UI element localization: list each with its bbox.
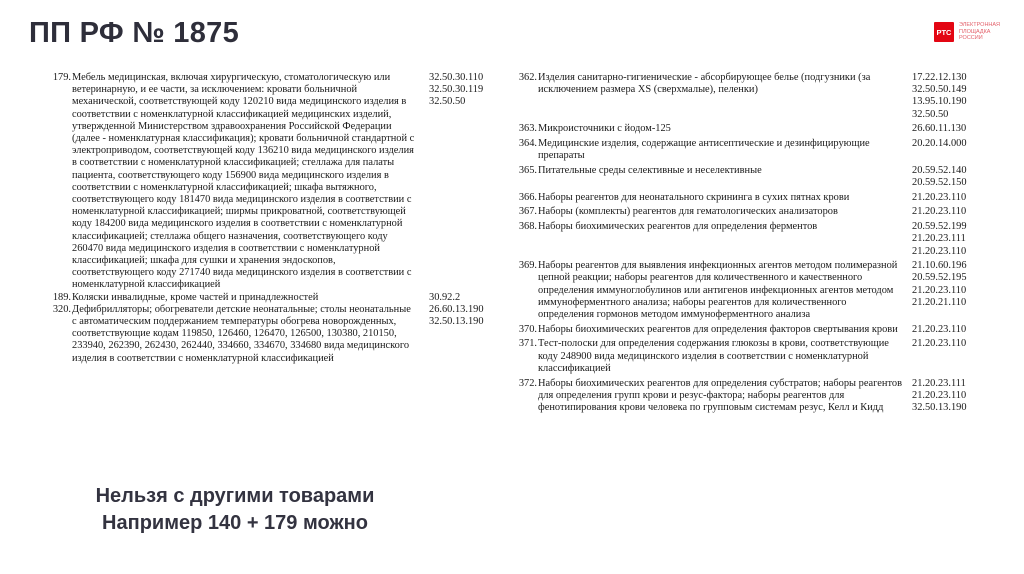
list-item: [510, 324, 980, 336]
item-description: Коляски инвалидные, кроме частей и принадлежностей: [72, 291, 319, 303]
item-codes: [904, 338, 966, 375]
item-description: Изделия санитарно-гигиенические - абсорбирующее белье (подгузники (за исключением размера XS (сверхмалые), пеленки): [538, 72, 871, 96]
list-item: [510, 192, 980, 204]
item-description: Тест-полоски для определения содержания глюкозы в крови, соответствующие коду 248900 вида медицинского изделия в соответствии с номенклатурной классификацией: [538, 338, 889, 374]
note-line-2: Например 140 + 179 можно: [102, 512, 368, 534]
okpd-code: 30.92.2: [429, 291, 461, 303]
item-codes: [417, 72, 483, 292]
item-number: 189.: [52, 291, 71, 303]
okpd-code: 21.20.23.110: [912, 284, 967, 296]
okpd-code: 32.50.50: [912, 108, 949, 120]
item-description: Мебель медицинская, включая хирургическую, стоматологическую или ветеринарную, и ее части, за исключением: кровати больничной механической, соответствующей коду 120210 вида медицинского изделия в соответствии с номенклатурной классификацией медицинских изделий, утвержденной Министерством здравоохранения Российской Федерации (далее - номенклатурная классификация); кровати больничной стандартной с электроприводом, соответствующей коду 136210 вида медицинского изделия в соответствии с номенклатурной классификацией; стеллажа для палаты пациента, соответствующего коду 156900 вида медицинского изделия в соответствии с номенклатурной классификацией; шкафа вытяжного, соответствующего коду 181470 вида медицинского изделия в соответствии с номенклатурной классификацией; ширмы прикроватной, соответствующей коду 184200 вида медицинского изделия в соответствии с номенклатурной классификацией; стеллажа общего назначения, соответствующего коду 260470 вида медицинского изделия в соответствии с номенклатурной классификацией; шкафа для сушки и хранения эндоскопов, соответствующего коду 271740 вида медицинского изделия в соответствии с номенклатурной классификацией: [72, 72, 415, 291]
item-codes: [904, 378, 967, 415]
okpd-code: 32.50.50.149: [912, 84, 967, 96]
item-number: 362.: [518, 72, 537, 83]
okpd-code: 20.59.52.199: [912, 221, 967, 233]
item-codes: [904, 221, 967, 258]
left-items-list: [45, 72, 505, 365]
note-text: [55, 483, 415, 537]
list-item: [510, 138, 980, 162]
okpd-code: 26.60.13.190: [429, 303, 484, 315]
item-codes: [904, 72, 967, 121]
okpd-code: 32.50.30.110: [429, 72, 484, 83]
list-item: [510, 206, 980, 218]
item-codes: [417, 292, 460, 304]
item-codes: [904, 165, 967, 189]
okpd-code: 32.50.30.119: [429, 84, 484, 96]
okpd-code: 32.50.13.190: [429, 316, 484, 328]
item-number: 371.: [518, 338, 537, 350]
rts-logo-icon: РТС: [934, 22, 954, 42]
list-item: [510, 123, 980, 135]
item-description: Наборы (комплекты) реагентов для гематологических анализаторов: [538, 206, 838, 218]
item-codes: [417, 304, 484, 365]
okpd-code: 20.59.52.140: [912, 164, 967, 176]
note-line-1: Нельзя с другими товарами: [95, 485, 375, 507]
okpd-code: 21.20.23.110: [912, 323, 967, 335]
okpd-code: 13.95.10.190: [912, 96, 967, 108]
okpd-code: 21.20.23.111: [912, 233, 966, 245]
okpd-code: 21.20.23.110: [912, 338, 967, 350]
okpd-code: 17.22.12.130: [912, 72, 967, 83]
item-description: Наборы биохимических реагентов для определения субстратов; наборы реагентов для определения групп крови и резус-фактора; наборы реагентов для фенотипирования крови человека по групповым системам резус, Келл и Кидд: [538, 377, 902, 413]
okpd-code: 32.50.50: [429, 96, 466, 108]
okpd-code: 21.20.23.110: [912, 206, 967, 218]
item-codes: [904, 260, 967, 321]
item-number: 370.: [518, 323, 537, 335]
list-item: [510, 338, 980, 375]
okpd-code: 21.20.23.110: [912, 245, 967, 257]
item-number: 179.: [52, 72, 71, 83]
item-codes: [904, 138, 967, 162]
item-number: 367.: [518, 206, 537, 218]
item-description: Наборы реагентов для выявления инфекционных агентов методом полимеразной цепной реакции; наборы реагентов для количественного и качественного определения иммуноглобулинов или антигенов инфекционных агентов методом иммуноферментного анализа; наборы реагентов для количественного определения гормонов методом иммуноферментного анализа: [538, 260, 898, 321]
item-description: Наборы биохимических реагентов для определения ферментов: [538, 221, 818, 233]
okpd-code: 20.59.52.195: [912, 272, 967, 284]
item-number: 365.: [518, 164, 537, 176]
item-description: Микроисточники с йодом-125: [538, 123, 671, 135]
list-item: [45, 304, 505, 365]
item-number: 369.: [518, 260, 537, 272]
list-item: [510, 260, 980, 321]
okpd-code: 21.20.23.110: [912, 389, 967, 401]
item-number: 363.: [518, 123, 537, 135]
okpd-code: 20.59.52.150: [912, 177, 967, 189]
item-description: Наборы биохимических реагентов для определения факторов свертывания крови: [538, 323, 898, 335]
item-number: 366.: [518, 191, 537, 203]
item-description: Дефибрилляторы; обогреватели детские неонатальные; столы неонатальные с автоматическим поддержанием температуры обогрева новорожденных, соответствующие кодам 119850, 126460, 126470, 126500, 130380, 210150, 233940, 262390, 262430, 262440, 334660, 334670, 334680 вида медицинского изделия в соответствии с номенклатурной классификацией: [72, 303, 411, 364]
item-number: 320.: [52, 303, 71, 315]
list-item: [510, 165, 980, 189]
list-item: [510, 72, 980, 121]
list-item: [45, 72, 505, 292]
item-description: Питательные среды селективные и неселективные: [538, 164, 762, 176]
item-codes: [904, 324, 966, 336]
item-number: 372.: [518, 377, 537, 389]
item-codes: [904, 123, 966, 135]
list-item: [45, 292, 505, 304]
okpd-code: 21.10.60.196: [912, 260, 967, 272]
okpd-code: 21.20.21.110: [912, 296, 967, 308]
rts-logo-text: ЭЛЕКТРОННАЯ ПЛОЩАДКА РОССИИ: [959, 22, 1001, 42]
item-description: Наборы реагентов для неонатального скрининга в сухих пятнах крови: [538, 191, 850, 203]
slide-title: ПП РФ № 1875: [29, 17, 240, 49]
okpd-code: 21.20.23.110: [912, 191, 967, 203]
okpd-code: 26.60.11.130: [912, 123, 967, 135]
rts-logo: [934, 22, 999, 42]
item-description: Медицинские изделия, содержащие антисептические и дезинфицирующие препараты: [538, 137, 870, 162]
item-number: 364.: [518, 137, 537, 149]
okpd-code: 20.20.14.000: [912, 137, 967, 149]
list-item: [510, 221, 980, 258]
list-item: [510, 378, 980, 415]
item-number: 368.: [518, 221, 537, 233]
item-codes: [904, 206, 966, 218]
okpd-code: 32.50.13.190: [912, 401, 967, 413]
right-items-list: [510, 72, 980, 417]
okpd-code: 21.20.23.111: [912, 377, 966, 389]
item-codes: [904, 192, 966, 204]
